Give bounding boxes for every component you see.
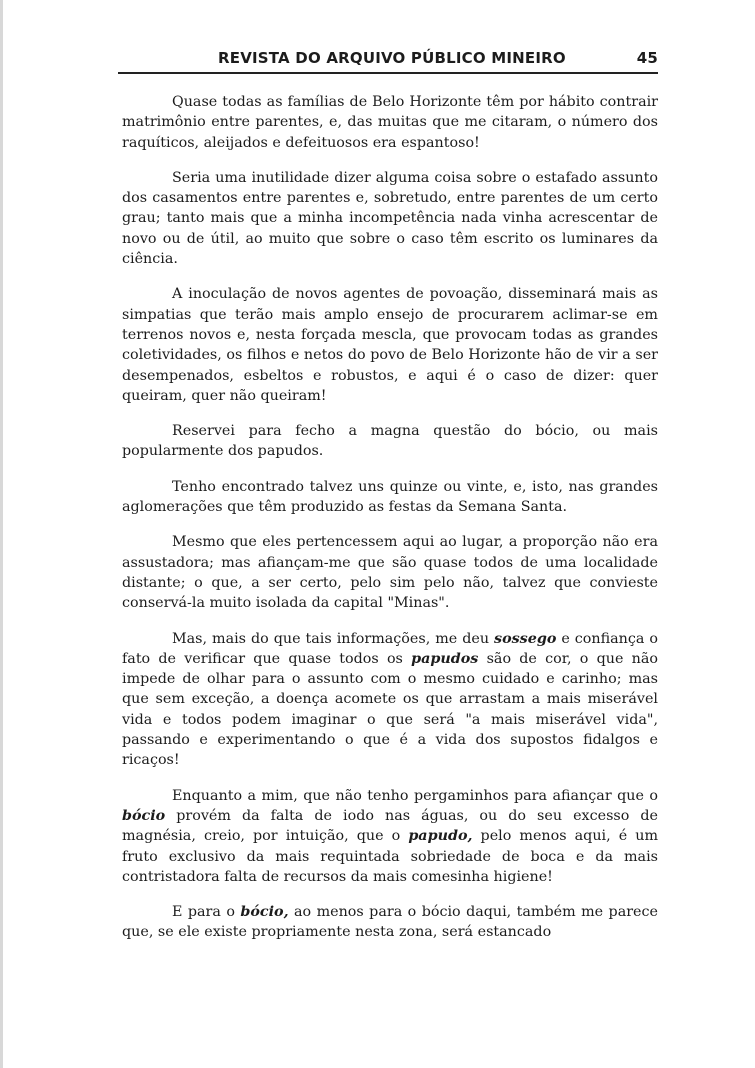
paragraph-text: A inoculação de novos agentes de povoação, disseminará mais as simpatias que terão mais amplo ensejo de procurarem aclimar-se em terrenos novos e, nesta forçada mescla, que provocam todas as grandes coletividades, os filhos e netos do povo de Belo Horizonte hão de vir a ser desempenados, esbeltos e robustos, e aqui é o caso de dizer: quer queiram, quer não queiram! xyxy=(122,286,658,404)
paragraph xyxy=(122,902,658,943)
paragraph xyxy=(122,477,658,518)
paragraph-text: provém da falta de iodo nas águas, ou do seu excesso de magnésia, creio, por intuição, que o xyxy=(122,807,658,845)
paragraph xyxy=(122,532,658,613)
emphasized-text: bócio, xyxy=(240,904,289,921)
emphasized-text: papudos xyxy=(411,650,479,667)
paragraph-text: Tenho encontrado talvez uns quinze ou vinte, e, isto, nas grandes aglomerações que têm produzido as festas da Semana Santa. xyxy=(122,478,658,516)
paragraph-text: E para o xyxy=(172,904,241,921)
paragraph-text: ao menos para o bócio daqui, também me parece que, se ele existe propriamente nesta zona, será estancado xyxy=(122,904,658,941)
emphasized-text: papudo, xyxy=(408,828,473,845)
paragraph-text: e confiança o fato de verificar que quase todos os xyxy=(122,630,658,667)
running-header xyxy=(118,49,658,67)
paragraph-text: são de cor, o que não impede de olhar para o assunto com o mesmo cuidado e carinho; mas que sem exceção, a doença acomete os que arrastam a mais miserável vida e todos podem imaginar o que será "a mais miserável vida", passando e experimentando o que é a vida dos supostos fidalgos e ricaços! xyxy=(122,650,658,769)
paragraph xyxy=(122,629,658,771)
article-body xyxy=(122,92,658,958)
emphasized-text: bócio xyxy=(122,807,166,824)
emphasized-text: sossego xyxy=(494,630,557,647)
paragraph-text: Reservei para fecho a magna questão do bócio, ou mais popularmente dos papudos. xyxy=(122,423,658,460)
header-rule xyxy=(118,72,658,74)
paragraph xyxy=(122,786,658,887)
paragraph xyxy=(122,284,658,406)
paragraph-text: Quase todas as famílias de Belo Horizonte têm por hábito contrair matrimônio entre parentes, e, das muitas que me citaram, o número dos raquíticos, aleijados e defeituosos era espantoso! xyxy=(122,94,658,151)
paragraph-text: Enquanto a mim, que não tenho pergaminhos para afiançar que o xyxy=(172,787,658,804)
page-number: 45 xyxy=(636,49,658,67)
paragraph-text: Seria uma inutilidade dizer alguma coisa sobre o estafado assunto dos casamentos entre parentes e, sobretudo, entre parentes de um certo grau; tanto mais que a minha incompetência nada vinha acrescentar de novo ou de útil, ao muito que sobre o caso têm escrito os luminares da ciência. xyxy=(122,169,658,268)
page-edge xyxy=(0,0,3,1068)
journal-title: REVISTA DO ARQUIVO PÚBLICO MINEIRO xyxy=(218,49,566,67)
paragraph-text: Mesmo que eles pertencessem aqui ao lugar, a proporção não era assustadora; mas afiançam-me que são quase todos de uma localidade distante; o que, a ser certo, pelo sim pelo não, talvez que convieste conservá-la muito isolada da capital "Minas". xyxy=(122,534,658,612)
paragraph xyxy=(122,168,658,269)
paragraph-text: pelo menos aqui, é um fruto exclusivo da mais requintada sobriedade de boca e da mais contristadora falta de recursos da mais comesinha higiene! xyxy=(122,828,658,885)
paragraph xyxy=(122,421,658,462)
paragraph xyxy=(122,92,658,153)
paragraph-text: Mas, mais do que tais informações, me deu xyxy=(172,630,495,647)
